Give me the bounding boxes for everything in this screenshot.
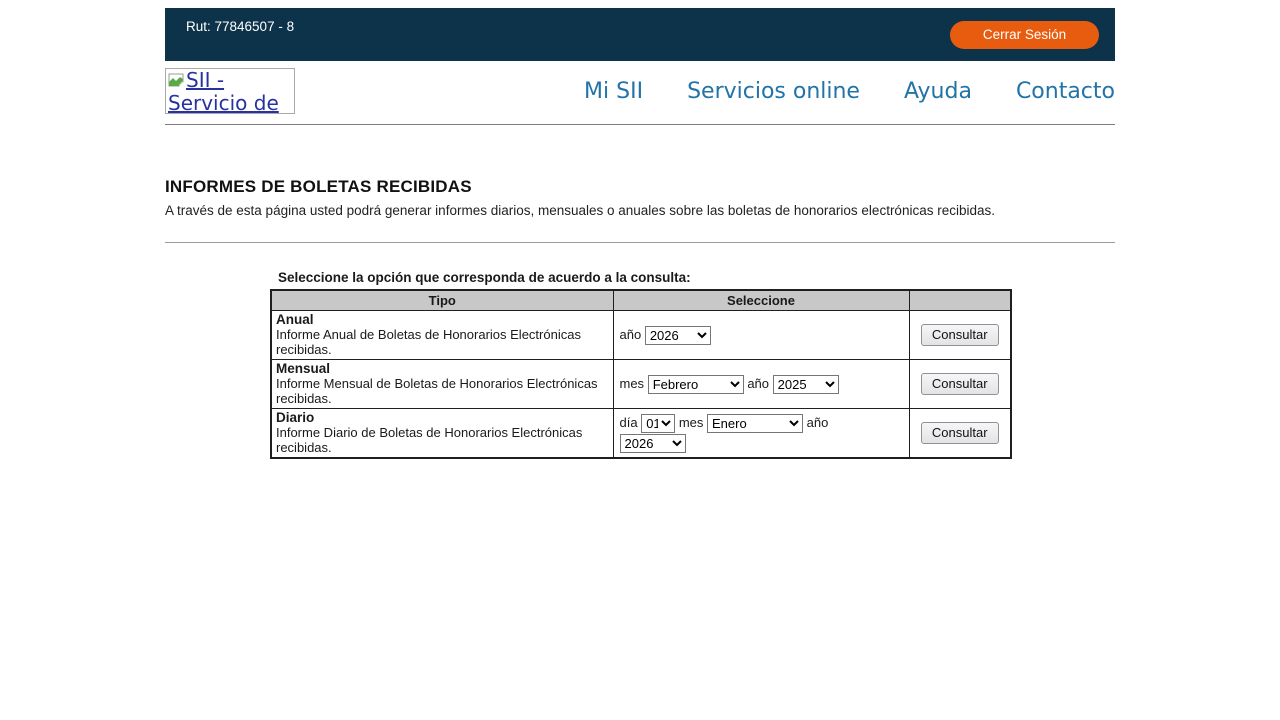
logout-button[interactable]: Cerrar Sesión bbox=[950, 21, 1099, 49]
nav-contacto[interactable]: Contacto bbox=[1015, 78, 1115, 104]
logo-alt-text: SII - Servicio de bbox=[168, 68, 279, 114]
session-topbar bbox=[165, 8, 1115, 61]
broken-image-icon bbox=[168, 73, 185, 87]
table-row-anual bbox=[271, 310, 1011, 359]
section-divider bbox=[165, 242, 1115, 243]
row-type-diario: Diario bbox=[276, 409, 315, 425]
diario-day-select[interactable] bbox=[641, 414, 675, 433]
main-nav bbox=[584, 79, 1115, 104]
diario-month-label: mes bbox=[678, 415, 704, 431]
nav-ayuda[interactable]: Ayuda bbox=[903, 78, 972, 104]
consultar-anual-button[interactable]: Consultar bbox=[921, 324, 999, 346]
consultar-diario-button[interactable]: Consultar bbox=[921, 422, 999, 444]
diario-year-label: año bbox=[806, 415, 829, 431]
mensual-month-label: mes bbox=[619, 376, 645, 392]
page-container bbox=[165, 8, 1115, 459]
row-type-anual: Anual bbox=[276, 311, 314, 327]
page-title: INFORMES DE BOLETAS RECIBIDAS bbox=[165, 177, 472, 196]
mensual-month-select[interactable] bbox=[648, 375, 744, 394]
diario-month-select[interactable] bbox=[707, 414, 803, 433]
row-description-mensual: Informe Mensual de Boletas de Honorarios Electrónicas recibidas. bbox=[276, 375, 598, 406]
table-intro-text: Seleccione la opción que corresponda de acuerdo a la consulta: bbox=[278, 270, 691, 285]
mensual-year-label: año bbox=[747, 376, 770, 392]
informes-table bbox=[270, 289, 1012, 459]
nav-mi-sii[interactable]: Mi SII bbox=[584, 78, 644, 104]
anual-year-select[interactable] bbox=[645, 326, 711, 345]
row-description-diario: Informe Diario de Boletas de Honorarios Electrónicas recibidas. bbox=[276, 424, 583, 455]
sii-logo-broken-image[interactable] bbox=[165, 68, 295, 114]
nav-servicios-online[interactable]: Servicios online bbox=[687, 78, 860, 104]
column-header-action bbox=[909, 290, 1011, 310]
diario-year-select[interactable] bbox=[620, 434, 686, 453]
page-description: A través de esta página usted podrá generar informes diarios, mensuales o anuales sobre las boletas de honorarios electrónicas recibidas. bbox=[165, 203, 995, 218]
consultar-mensual-button[interactable]: Consultar bbox=[921, 373, 999, 395]
rut-label: Rut: 77846507 - 8 bbox=[186, 19, 295, 34]
column-header-seleccione: Seleccione bbox=[613, 290, 909, 310]
diario-day-label: día bbox=[619, 415, 638, 431]
column-header-tipo: Tipo bbox=[271, 290, 613, 310]
row-description-anual: Informe Anual de Boletas de Honorarios Electrónicas recibidas. bbox=[276, 326, 581, 357]
table-header-row bbox=[271, 290, 1011, 310]
site-header bbox=[165, 68, 1115, 125]
anual-year-label: año bbox=[619, 327, 642, 343]
row-type-mensual: Mensual bbox=[276, 360, 331, 376]
mensual-year-select[interactable] bbox=[773, 375, 839, 394]
table-row-diario bbox=[271, 408, 1011, 458]
table-row-mensual bbox=[271, 359, 1011, 408]
